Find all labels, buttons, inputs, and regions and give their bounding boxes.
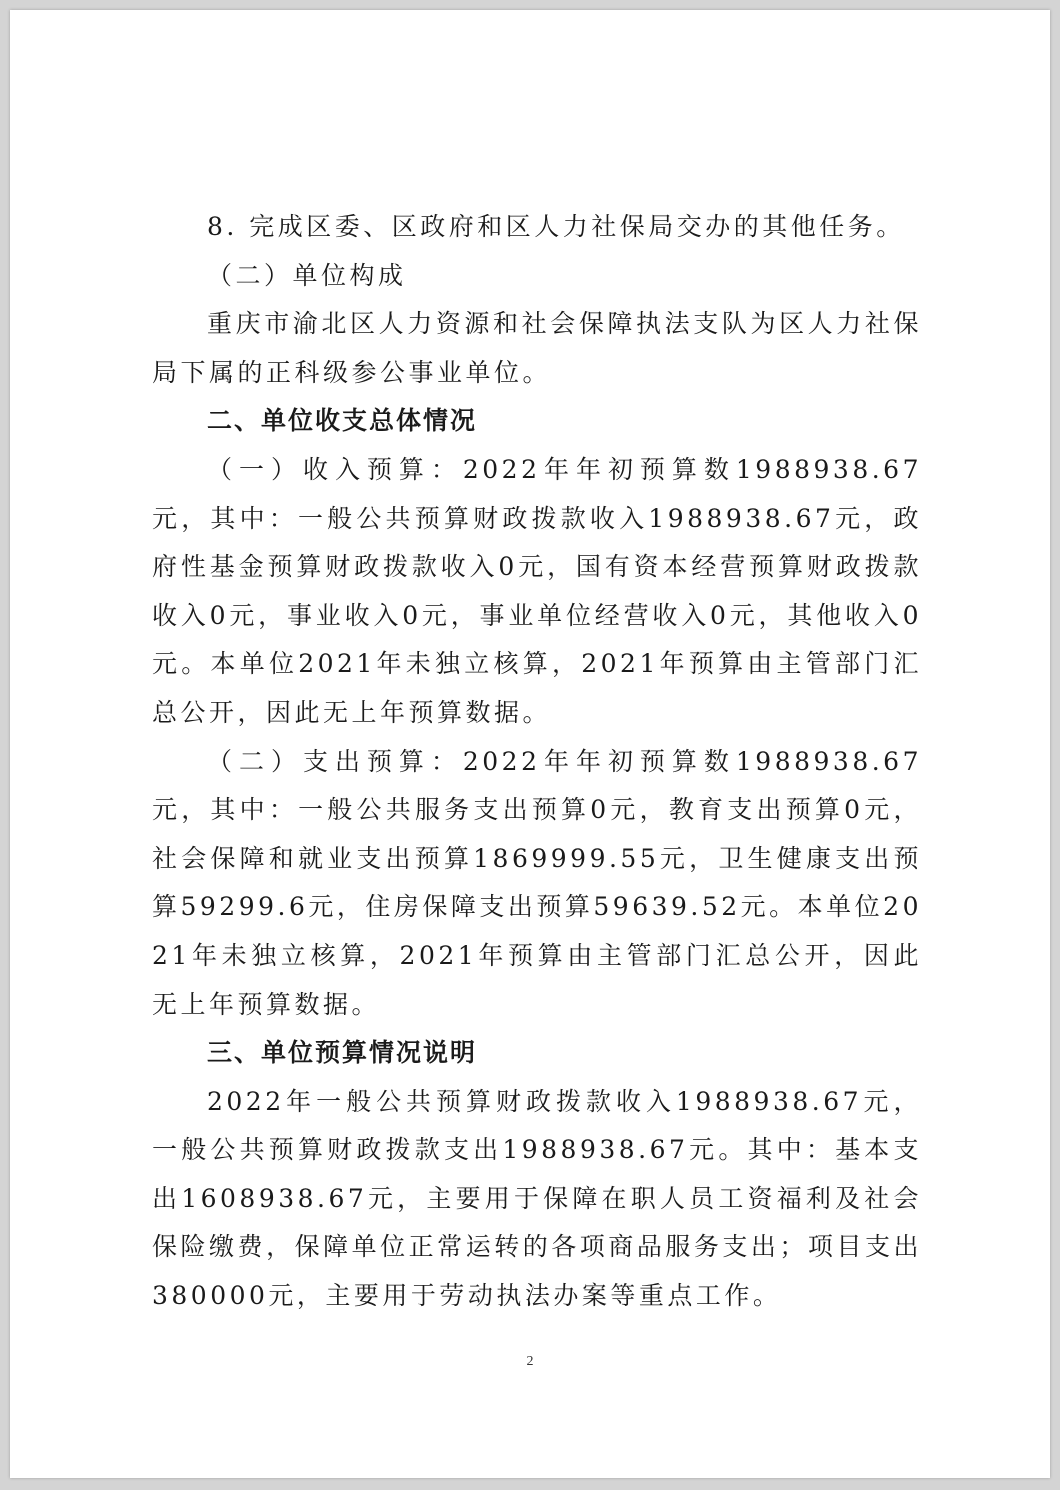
paragraph-income-budget: （一）收入预算：2022年年初预算数1988938.67元，其中：一般公共预算财政拨款收入1988938.67元，政府性基金预算财政拨款收入0元，国有资本经营预算财政拨款收入0元，事业收入0元，事业单位经营收入0元，其他收入0元。本单位2021年未独立核算，2021年预算由主管部门汇总公开，因此无上年预算数据。 <box>152 454 922 727</box>
paragraph-unit-composition: 重庆市渝北区人力资源和社会保障执法支队为区人力社保局下属的正科级参公事业单位。 <box>152 309 922 387</box>
paragraph-budget-explanation: 2022年一般公共预算财政拨款收入1988938.67元，一般公共预算财政拨款支出1988938.67元。其中：基本支出1608938.67元，主要用于保障在职人员工资福利及社会保险缴费，保障单位正常运转的各项商品服务支出；项目支出380000元，主要用于劳动执法办案等重点工作。 <box>152 1086 922 1311</box>
page-number: 2 <box>526 1354 534 1369</box>
subheading-unit-composition: （二）单位构成 <box>207 260 407 290</box>
document-page <box>10 10 1050 1478</box>
document-body <box>152 203 922 1321</box>
paragraph-expenditure-budget: （二）支出预算：2022年年初预算数1988938.67元，其中：一般公共服务支出预算0元，教育支出预算0元，社会保障和就业支出预算1869999.55元，卫生健康支出预算59299.6元，住房保障支出预算59639.52元。本单位2021年未独立核算，2021年预算由主管部门汇总公开，因此无上年预算数据。 <box>152 746 922 1019</box>
heading-section-2: 二、单位收支总体情况 <box>207 406 478 436</box>
heading-section-3: 三、单位预算情况说明 <box>207 1038 478 1068</box>
paragraph-item-8: 8. 完成区委、区政府和区人力社保局交办的其他任务。 <box>207 212 905 241</box>
